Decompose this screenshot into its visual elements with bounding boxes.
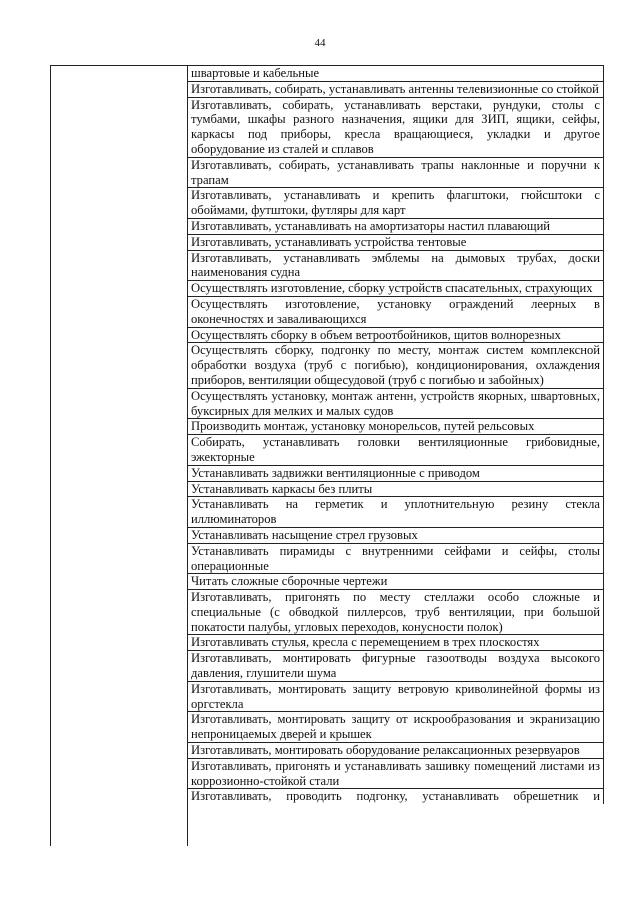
table-row: Изготавливать, собирать, устанавливать трапы наклонные и поручни к трапам	[187, 158, 603, 189]
table-row: Устанавливать задвижки вентиляционные с приводом	[187, 466, 603, 482]
table-row: Изготавливать, монтировать защиту ветровую криволинейной формы из оргстекла	[187, 682, 603, 713]
table-row: Изготавливать, устанавливать устройства тентовые	[187, 235, 603, 251]
table-row: Устанавливать пирамиды с внутренними сейфами и сейфы, столы операционные	[187, 544, 603, 575]
table-row: Изготавливать, устанавливать и крепить флагштоки, гюйсштоки с обоймами, футштоки, футляры для карт	[187, 188, 603, 219]
table-row: Устанавливать на герметик и уплотнительную резину стекла иллюминаторов	[187, 497, 603, 528]
table-row: Изготавливать, пригонять и устанавливать зашивку помещений листами из коррозионно-стойкой стали	[187, 759, 603, 790]
table-row: Осуществлять сборку, подгонку по месту, монтаж систем комплексной обработки воздуха (труб с погибью), кондиционирования, охлаждения приборов, вентиляции общесудовой (труб с погибью и забойных)	[187, 343, 603, 388]
table-row: Изготавливать, собирать, устанавливать антенны телевизионные со стойкой	[187, 82, 603, 98]
skills-table	[50, 65, 604, 846]
table-row: Изготавливать, монтировать фигурные газоотводы воздуха высокого давления, глушители шума	[187, 651, 603, 682]
table-row: Устанавливать каркасы без плиты	[187, 482, 603, 498]
table-row: Изготавливать, пригонять по месту стеллажи особо сложные и специальные (с обводкой пиллерсов, труб вентиляции, при большой покатости палубы, угловых переходов, конусности полок)	[187, 590, 603, 635]
table-row: Читать сложные сборочные чертежи	[187, 574, 603, 590]
table-row: Изготавливать, устанавливать эмблемы на дымовых трубах, доски наименования судна	[187, 251, 603, 282]
table-row: Изготавливать, устанавливать на амортизаторы настил плавающий	[187, 219, 603, 235]
table-row: Осуществлять изготовление, установку ограждений леерных в оконечностях и заваливающихся	[187, 297, 603, 328]
table-row: Изготавливать, проводить подгонку, устанавливать обрешетник и	[191, 789, 600, 804]
table-row: Собирать, устанавливать головки вентиляционные грибовидные, эжекторные	[187, 435, 603, 466]
page-number: 44	[314, 37, 326, 49]
table-row: Осуществлять установку, монтаж антенн, устройств якорных, швартовных, буксирных для мелких и малых судов	[187, 389, 603, 420]
table-row: Изготавливать, монтировать защиту от искрообразования и экранизацию непроницаемых дверей и крышек	[187, 712, 603, 743]
table-row: швартовые и кабельные	[187, 66, 603, 82]
table-right-column	[187, 66, 604, 804]
table-row: Осуществлять сборку в объем ветроотбойников, щитов волнорезных	[187, 328, 603, 344]
table-row: Изготавливать, собирать, устанавливать верстаки, рундуки, столы с тумбами, шкафы разного назначения, ящики для ЗИП, ящики, сейфы, каркасы под приборы, кресла вращающиеся, укладки и другое оборудование из сталей и сплавов	[187, 98, 603, 158]
table-row: Осуществлять изготовление, сборку устройств спасательных, страхующих	[187, 281, 603, 297]
table-row: Изготавливать, монтировать оборудование релаксационных резервуаров	[187, 743, 603, 759]
table-row: Производить монтаж, установку монорельсов, путей рельсовых	[187, 419, 603, 435]
table-row: Устанавливать насыщение стрел грузовых	[187, 528, 603, 544]
table-row: Изготавливать стулья, кресла с перемещением в трех плоскостях	[187, 635, 603, 651]
table-left-column	[50, 66, 188, 846]
